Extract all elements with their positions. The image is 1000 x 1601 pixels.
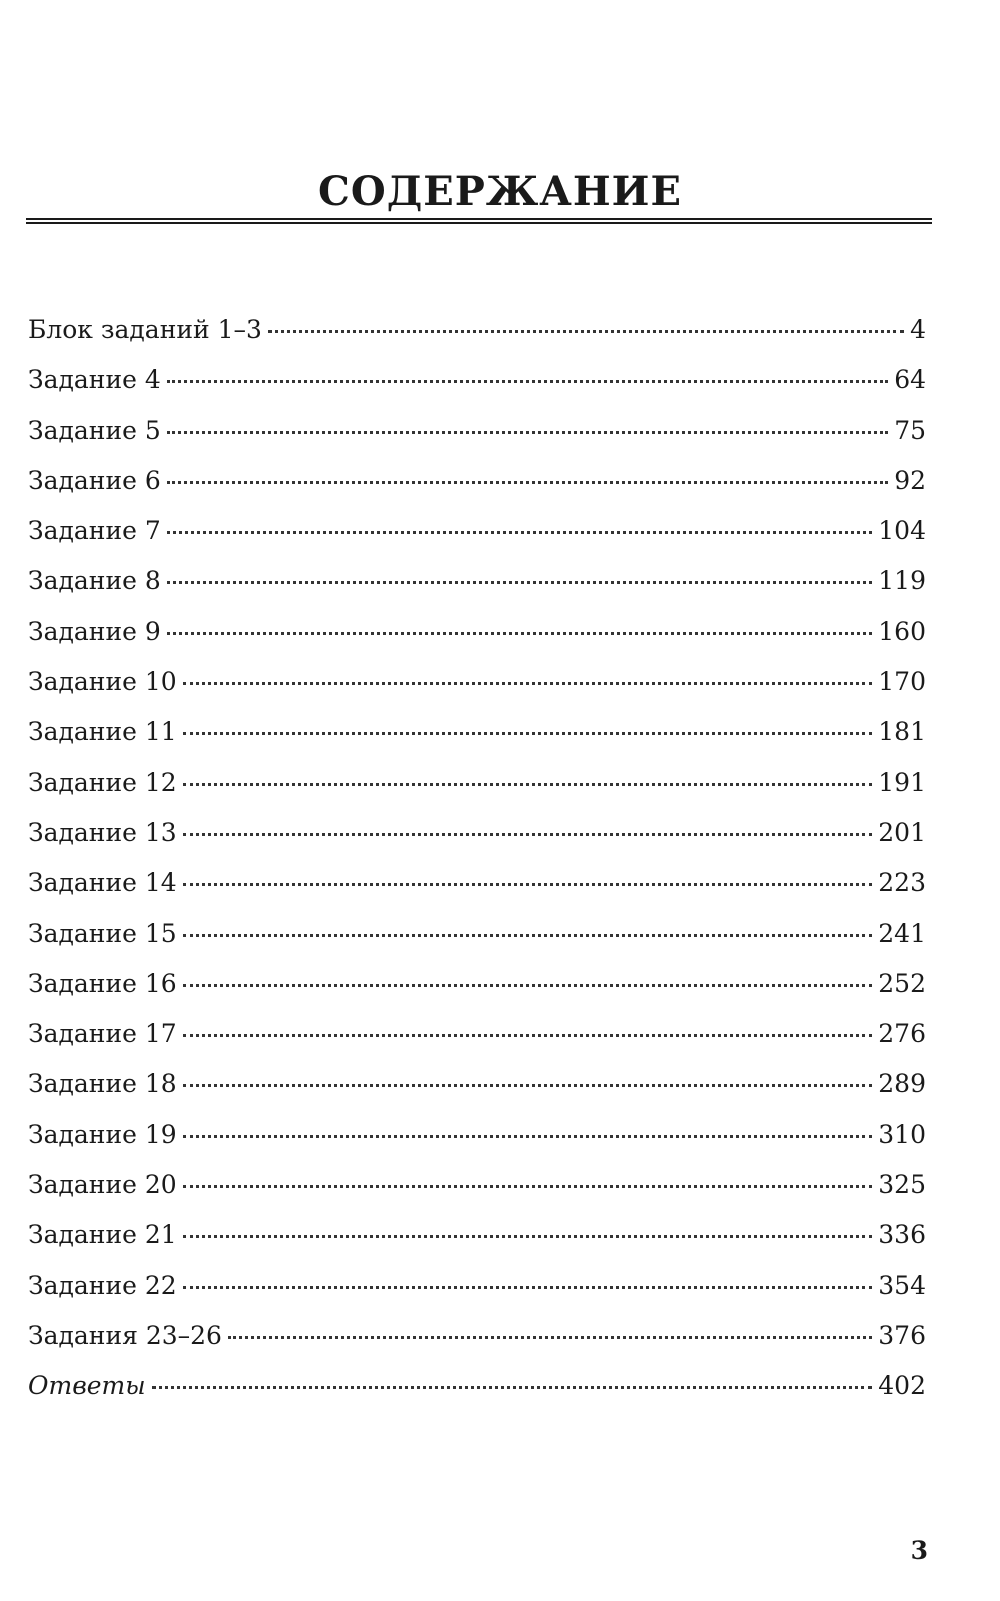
page-title: СОДЕРЖАНИЕ [318,168,682,215]
toc-entry-label: Задание 11 [28,717,177,747]
toc-entry-label: Задание 20 [28,1170,177,1200]
toc-entry[interactable] [28,758,926,808]
toc-entry-label: Задание 15 [28,918,177,948]
toc-dot-leader [183,1034,873,1037]
toc-entry[interactable] [28,959,926,1009]
toc-entry-page: 4 [910,315,926,344]
toc-entry-label: Блок заданий 1–3 [28,315,262,344]
table-of-contents [28,305,926,1412]
toc-entry-label: Задание 13 [28,817,177,847]
toc-dot-leader [183,682,873,685]
toc-entry[interactable] [28,607,926,657]
toc-entry-page: 289 [878,1069,926,1099]
toc-entry-label: Ответы [28,1371,146,1401]
toc-dot-leader [183,984,873,987]
toc-dot-leader [183,833,873,836]
toc-entry-label: Задание 19 [28,1119,177,1149]
toc-entry-page: 191 [878,767,926,797]
toc-entry-page: 119 [878,566,926,596]
toc-entry[interactable] [28,1009,926,1059]
title-double-rule [26,218,932,224]
toc-entry[interactable] [28,1210,926,1260]
toc-entry-label: Задание 8 [28,566,161,596]
toc-entry-page: 75 [894,415,926,445]
toc-entry[interactable] [28,1059,926,1109]
toc-dot-leader [228,1336,872,1339]
toc-entry-page: 92 [894,465,926,495]
toc-dot-leader [167,581,873,584]
toc-dot-leader [167,380,888,383]
page-number: 3 [910,1536,928,1565]
toc-entry-label: Задание 22 [28,1270,177,1300]
toc-entry-page: 310 [878,1119,926,1149]
toc-entry[interactable] [28,657,926,707]
toc-dot-leader [167,481,888,484]
toc-entry[interactable] [28,858,926,908]
toc-entry-label: Задание 4 [28,365,161,395]
toc-entry-page: 252 [878,968,926,998]
toc-entry-page: 354 [878,1270,926,1300]
toc-entry-page: 276 [878,1019,926,1049]
toc-dot-leader [183,1235,873,1238]
toc-entry-page: 181 [878,717,926,747]
toc-entry-page: 104 [878,516,926,546]
toc-entry-page: 376 [878,1320,926,1350]
toc-entry[interactable] [28,556,926,606]
toc-entry[interactable] [28,1160,926,1210]
toc-dot-leader [152,1386,873,1389]
toc-dot-leader [183,1286,873,1289]
toc-dot-leader [183,783,873,786]
toc-dot-leader [183,1135,873,1138]
toc-entry[interactable] [28,1311,926,1361]
toc-entry-page: 160 [878,616,926,646]
toc-entry-page: 325 [878,1170,926,1200]
toc-entry-label: Задание 7 [28,516,161,546]
toc-entry-page: 223 [878,868,926,898]
toc-entry-page: 170 [878,667,926,697]
toc-entry[interactable] [28,1261,926,1311]
toc-entry-page: 402 [878,1371,926,1401]
toc-dot-leader [183,1185,873,1188]
toc-dot-leader [183,934,873,937]
toc-dot-leader [167,531,873,534]
toc-entry-label: Задание 21 [28,1220,177,1250]
toc-dot-leader [167,431,888,434]
toc-entry-page: 64 [894,365,926,395]
toc-entry[interactable] [28,808,926,858]
toc-entry-label: Задание 6 [28,465,161,495]
toc-dot-leader [183,732,873,735]
toc-dot-leader [268,330,904,333]
toc-entry-page: 201 [878,817,926,847]
toc-entry-label: Задание 14 [28,868,177,898]
toc-entry-label: Задания 23–26 [28,1320,222,1350]
toc-entry-label: Задание 17 [28,1019,177,1049]
toc-entry-page: 336 [878,1220,926,1250]
toc-entry[interactable] [28,1110,926,1160]
toc-entry[interactable] [28,707,926,757]
toc-entry[interactable] [28,1361,926,1411]
toc-entry[interactable] [28,909,926,959]
toc-entry[interactable] [28,506,926,556]
toc-entry[interactable] [28,305,926,355]
toc-dot-leader [183,883,873,886]
toc-entry[interactable] [28,355,926,405]
toc-entry-page: 241 [878,918,926,948]
toc-entry-label: Задание 16 [28,968,177,998]
toc-entry-label: Задание 5 [28,415,161,445]
toc-dot-leader [183,1084,873,1087]
toc-entry-label: Задание 12 [28,767,177,797]
toc-entry-label: Задание 10 [28,667,177,697]
toc-entry-label: Задание 18 [28,1069,177,1099]
toc-entry-label: Задание 9 [28,616,161,646]
toc-entry[interactable] [28,456,926,506]
toc-dot-leader [167,632,873,635]
toc-entry[interactable] [28,406,926,456]
